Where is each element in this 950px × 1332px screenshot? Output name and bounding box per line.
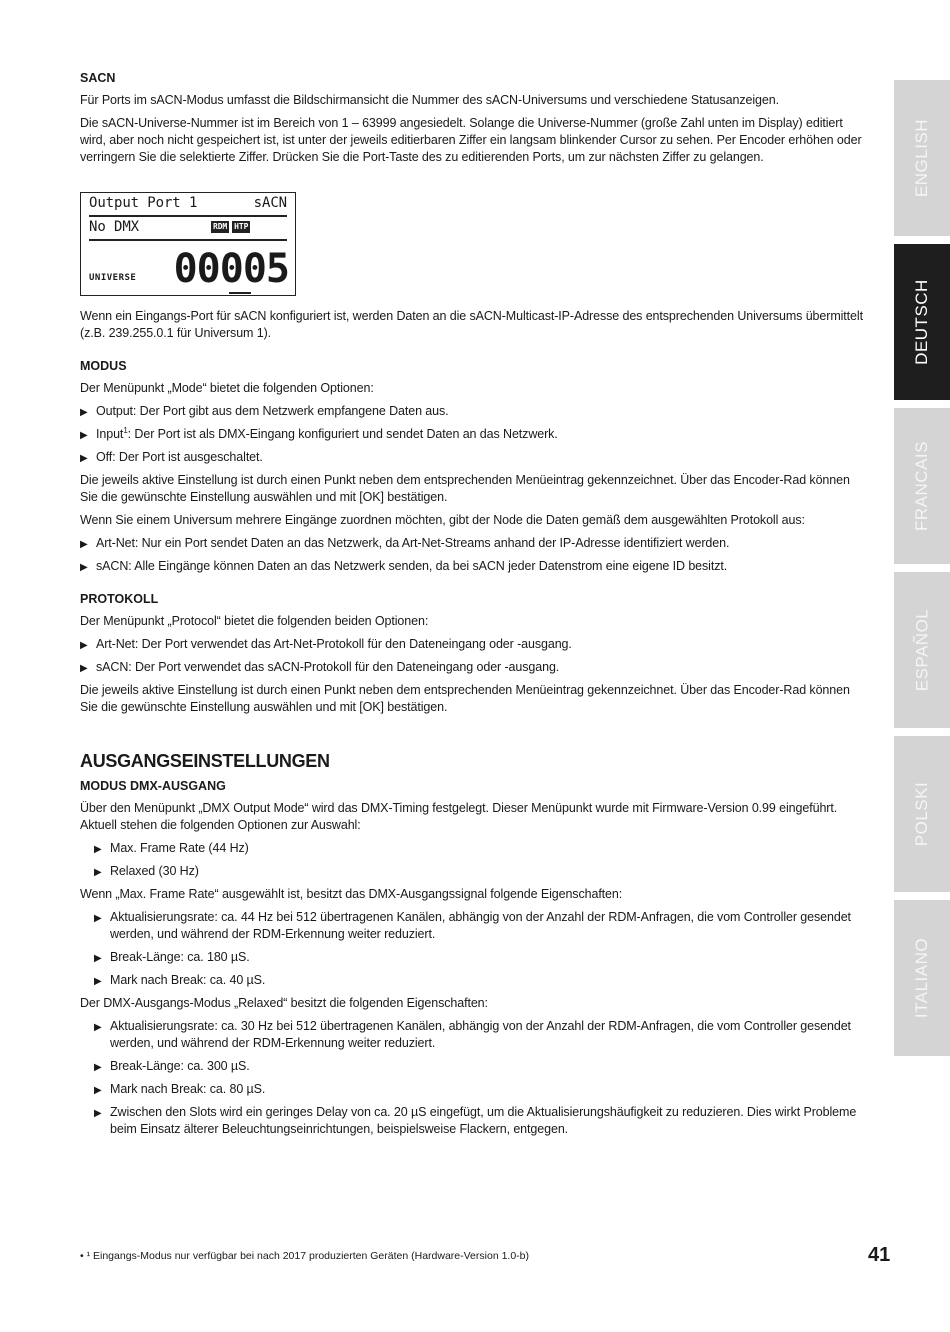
lcd-status-row: [89, 219, 287, 241]
lcd-protocol-label: sACN: [253, 195, 287, 211]
paragraph: Wenn ein Eingangs-Port für sACN konfiguriert ist, werden Daten an die sACN-Multicast-IP-Adresse des entsprechenden Universums übermittelt (z.B. 239.255.0.1 für Universum 1).: [80, 309, 863, 340]
list-item: ▶ Max. Frame Rate (44 Hz): [94, 840, 870, 857]
protocol-behaviour-list: [80, 535, 870, 575]
tab-label: DEUTSCH: [912, 279, 932, 365]
language-tabs: [894, 80, 950, 1064]
chapter-heading-ausgangseinstellungen: AUSGANGSEINSTELLUNGEN: [80, 751, 330, 771]
lcd-status-label: No DMX: [89, 219, 139, 235]
section-heading-modus: MODUS: [80, 359, 127, 373]
lcd-port-label: Output Port 1: [89, 195, 198, 211]
list-item: ▶ Mark nach Break: ca. 80 µS.: [94, 1081, 870, 1098]
tab-label: POLSKI: [912, 781, 932, 847]
footnote: • ¹ Eingangs-Modus nur verfügbar bei nach 2017 produzierten Geräten (Hardware-Version 1.0-b): [80, 1250, 530, 1262]
lcd-badges: [211, 221, 250, 233]
list-item: ▶ sACN: Alle Eingänge können Daten an das Netzwerk senden, da bei sACN jeder Datenstrom eine eigene ID besitzt.: [80, 558, 870, 575]
max-frame-rate-properties-list: [94, 909, 870, 989]
output-mode-options-list: [94, 840, 870, 880]
list-item-text: : Der Port ist als DMX-Eingang konfiguriert und sendet Daten an das Netzwerk.: [127, 427, 558, 441]
paragraph: Für Ports im sACN-Modus umfasst die Bildschirmansicht die Nummer des sACN-Universums und verschiedene Statusanzeigen.: [80, 93, 779, 107]
list-item: ▶ Relaxed (30 Hz): [94, 863, 870, 880]
list-item: ▶ Break-Länge: ca. 300 µS.: [94, 1058, 870, 1075]
tab-deutsch[interactable]: [894, 244, 950, 400]
paragraph: Die jeweils aktive Einstellung ist durch einen Punkt neben dem entsprechenden Menüeintrag gekennzeichnet. Über das Encoder-Rad können Sie die gewünschte Einstellung auswählen und mit [OK] bestätigen.: [80, 473, 850, 504]
tab-label: ENGLISH: [912, 118, 932, 198]
list-item: ▶ Aktualisierungsrate: ca. 44 Hz bei 512 übertragenen Kanälen, abhängig von der Anzahl der RDM-Anfragen, die vom Controller gesendet werden, und während der RDM-Erkennung weiter reduziert.: [94, 909, 870, 943]
section-heading-protokoll: PROTOKOLL: [80, 592, 159, 606]
tab-italiano[interactable]: [894, 900, 950, 1056]
list-item: ▶ Output: Der Port gibt aus dem Netzwerk empfangene Daten aus.: [80, 403, 870, 420]
section-heading-sacn: SACN: [80, 71, 116, 85]
lcd-display-figure: [80, 192, 296, 296]
paragraph: Der Menüpunkt „Mode“ bietet die folgenden Optionen:: [80, 381, 374, 395]
paragraph: Die jeweils aktive Einstellung ist durch einen Punkt neben dem entsprechenden Menüeintrag gekennzeichnet. Über das Encoder-Rad können Sie die gewünschte Einstellung auswählen und mit [OK] bestätigen.: [80, 683, 850, 714]
section-heading-dmx-output-mode: MODUS DMX-AUSGANG: [80, 779, 226, 793]
paragraph: Die sACN-Universe-Nummer ist im Bereich von 1 – 63999 angesiedelt. Solange die Universe-Nummer (große Zahl unten im Display) editiert wird, aber noch nicht gespeichert ist, ist unter der jeweils editierbaren Ziffer ein langsam blinkender Cursor zu sehen. Per Encoder erhöhen oder verringern Sie die selektierte Ziffer. Drücken Sie die Port-Taste des zu editierenden Ports, um zur nächsten Ziffer zu gelangen.: [80, 116, 862, 164]
tab-label: ESPAÑOL: [912, 608, 931, 692]
list-item: ▶ Mark nach Break: ca. 40 µS.: [94, 972, 870, 989]
lcd-edit-cursor: [229, 292, 251, 294]
paragraph: Der Menüpunkt „Protocol“ bietet die folgenden beiden Optionen:: [80, 614, 429, 628]
list-item: ▶ sACN: Der Port verwendet das sACN-Protokoll für den Dateneingang oder -ausgang.: [80, 659, 870, 676]
list-item: ▶ Art-Net: Nur ein Port sendet Daten an das Netzwerk, da Art-Net-Streams anhand der IP-Adresse identifiziert werden.: [80, 535, 870, 552]
list-item: ▶ Zwischen den Slots wird ein geringes Delay von ca. 20 µS eingefügt, um die Aktualisierungshäufigkeit zu reduzieren. Dies wirkt Probleme beim Einsatz älterer Beleuchtungseinrichtungen, beispielsweise Flackern, entgegen.: [94, 1104, 870, 1138]
tab-label: FRANCAIS: [912, 441, 931, 531]
lcd-universe-number: 00005: [173, 246, 289, 292]
protocol-options-list: [80, 636, 870, 676]
relaxed-properties-list: [94, 1018, 870, 1138]
tab-polski[interactable]: [894, 736, 950, 892]
page-number: 41: [868, 1244, 891, 1266]
paragraph: Über den Menüpunkt „DMX Output Mode“ wird das DMX-Timing festgelegt. Dieser Menüpunkt wurde mit Firmware-Version 0.99 eingeführt. Aktuell stehen die folgenden Optionen zur Auswahl:: [80, 801, 838, 832]
paragraph: Wenn „Max. Frame Rate“ ausgewählt ist, besitzt das DMX-Ausgangssignal folgende Eigenschaften:: [80, 887, 623, 901]
lcd-header-row: [89, 195, 287, 217]
paragraph: Der DMX-Ausgangs-Modus „Relaxed“ besitzt die folgenden Eigenschaften:: [80, 996, 488, 1010]
list-item: ▶ Art-Net: Der Port verwendet das Art-Net-Protokoll für den Dateneingang oder -ausgang.: [80, 636, 870, 653]
tab-espanol[interactable]: [894, 572, 950, 728]
mode-options-list: [80, 403, 870, 466]
list-item: ▶ Break-Länge: ca. 180 µS.: [94, 949, 870, 966]
tab-francais[interactable]: [894, 408, 950, 564]
list-item: ▶ Off: Der Port ist ausgeschaltet.: [80, 449, 870, 466]
paragraph: Wenn Sie einem Universum mehrere Eingänge zuordnen möchten, gibt der Node die Daten gemäß dem ausgewählten Protokoll aus:: [80, 513, 805, 527]
rdm-badge: RDM: [213, 222, 228, 231]
htp-badge: HTP: [234, 222, 249, 231]
list-item: ▶ Aktualisierungsrate: ca. 30 Hz bei 512 übertragenen Kanälen, abhängig von der Anzahl der RDM-Anfragen, die vom Controller gesendet werden, und während der RDM-Erkennung weiter reduziert.: [94, 1018, 870, 1052]
document-body: [80, 70, 870, 1144]
tab-english[interactable]: [894, 80, 950, 236]
list-item: ▶ Input$^1$: Der Port ist als DMX-Eingang konfiguriert und sendet Daten an das Netzwerk.: [80, 426, 870, 443]
tab-label: ITALIANO: [912, 937, 932, 1019]
lcd-universe-label: UNIVERSE: [89, 273, 137, 283]
